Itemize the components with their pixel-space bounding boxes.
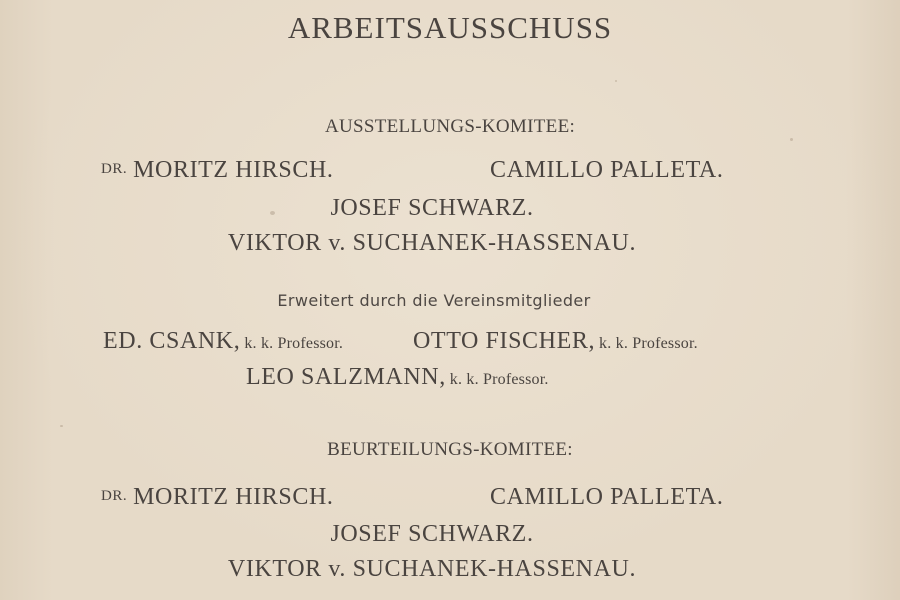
doctor-prefix: DR. [101,488,128,504]
member-title: k. k. Professor. [449,371,549,388]
ausstellung-heading: AUSSTELLUNGS-KOMITEE: [324,116,576,137]
member-name: LEO SALZMANN, [246,364,446,390]
extension-note: Erweitert durch die Vereinsmitglieder [277,291,591,310]
member-name: OTTO FISCHER, [413,328,596,354]
paper-speck [790,138,793,141]
page-title: ARBEITSAUSSCHUSS [287,10,613,45]
beurteilung-member-schwarz: JOSEF SCHWARZ. [330,521,534,547]
paper-speck [615,80,617,82]
beurteilung-member-suchanek: VIKTOR v. SUCHANEK-HASSENAU. [227,556,637,582]
member-name: MORITZ HIRSCH. [133,157,334,183]
member-name: MORITZ HIRSCH. [133,484,334,510]
paper-speck [270,211,275,215]
extension-member-salzmann [246,364,549,391]
member-title: k. k. Professor. [244,335,344,352]
ausstellung-member-palleta: CAMILLO PALLETA. [490,157,724,183]
ausstellung-member-suchanek: VIKTOR v. SUCHANEK-HASSENAU. [227,230,637,256]
beurteilung-member-hirsch [101,484,334,511]
extension-member-fischer [413,328,698,355]
member-name: ED. CSANK, [103,328,241,354]
paper-speck [60,425,63,427]
ausstellung-member-schwarz: JOSEF SCHWARZ. [330,195,534,221]
extension-member-csank [103,328,343,355]
doctor-prefix: DR. [101,161,128,177]
beurteilung-heading: BEURTEILUNGS-KOMITEE: [327,439,573,460]
ausstellung-member-hirsch [101,157,334,184]
member-title: k. k. Professor. [599,335,698,352]
beurteilung-member-palleta: CAMILLO PALLETA. [490,484,724,510]
